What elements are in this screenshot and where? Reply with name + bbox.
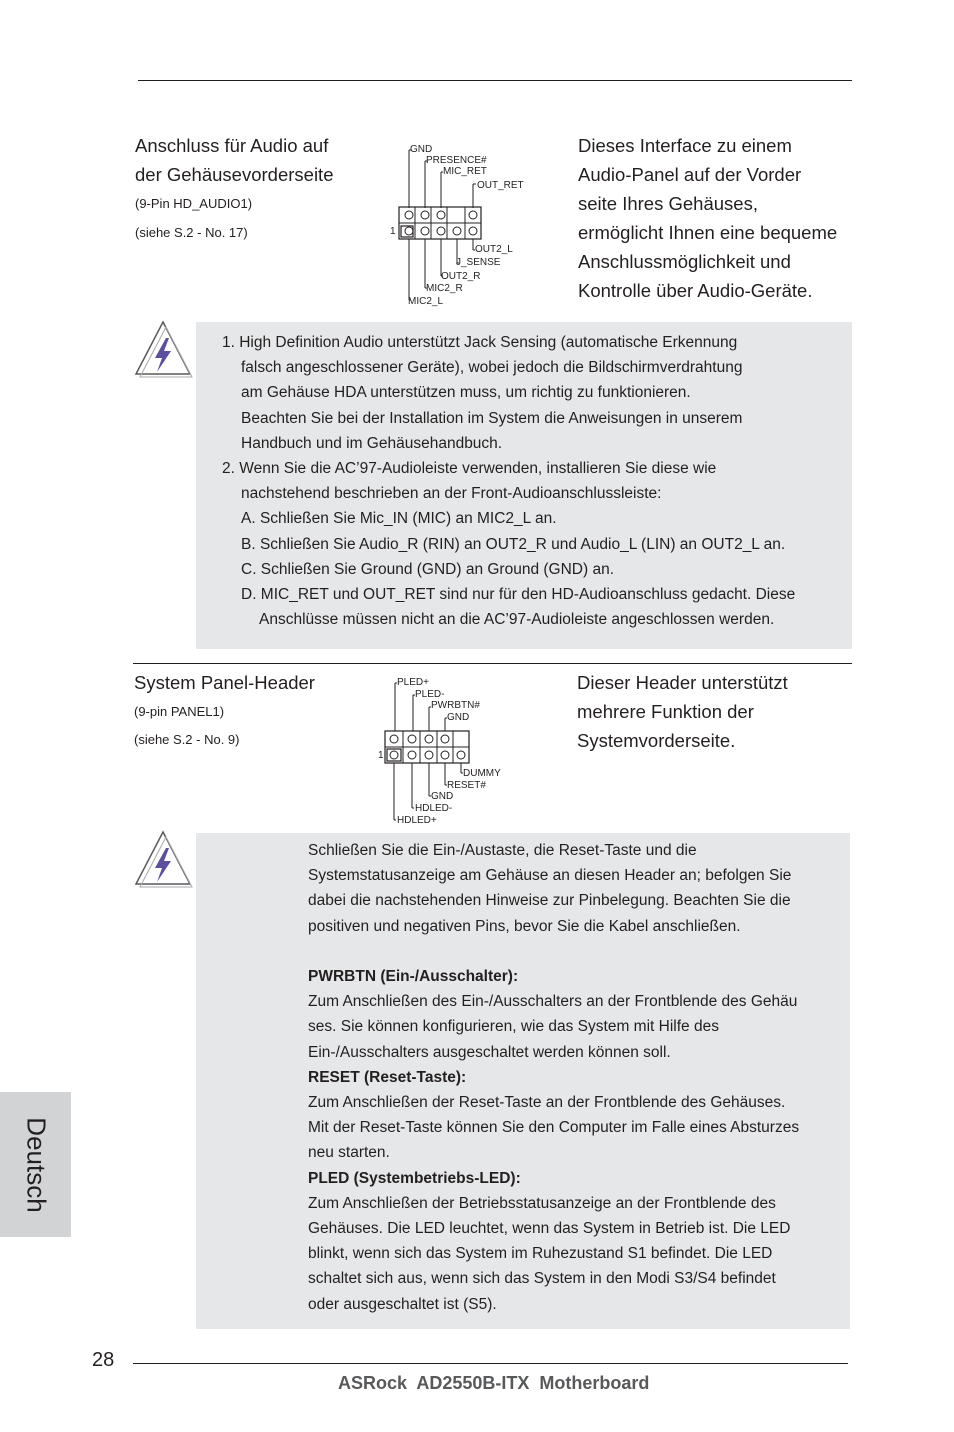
panel-desc-line: Dieser Header unterstützt xyxy=(577,672,788,693)
pin-label-mic-ret: MIC_RET xyxy=(443,166,487,177)
note-line: schaltet sich aus, wenn sich das System in den Modi S3/S4 befindet xyxy=(308,1270,776,1288)
pin-label-gnd-bottom: GND xyxy=(431,791,454,802)
audio-desc-line: seite Ihres Gehäuses, xyxy=(578,193,758,214)
note-line: Mit der Reset-Taste können Sie den Computer im Falle eines Absturzes xyxy=(308,1119,800,1137)
pwrbtn-heading: PWRBTN (Ein-/Ausschalter): xyxy=(308,968,519,985)
audio-desc-line: Kontrolle über Audio-Geräte. xyxy=(578,280,813,301)
note-line: Gehäuses. Die LED leuchtet, wenn das System in Betrieb ist. Die LED xyxy=(308,1220,791,1238)
note-line: C. Schließen Sie Ground (GND) an Ground (GND) an. xyxy=(241,560,614,578)
note-line: Systemstatusanzeige am Gehäuse an diesen Header an; befolgen Sie xyxy=(308,867,792,885)
note-line: 1. High Definition Audio unterstützt Jack Sensing (automatische Erkennung xyxy=(222,334,738,351)
note-line: dabei die nachstehenden Hinweise zur Pinbelegung. Beachten Sie die xyxy=(308,892,791,910)
panel-pin-info: (9-pin PANEL1) xyxy=(134,704,225,719)
note-line: 2. Wenn Sie die AC’97-Audioleiste verwenden, installieren Sie diese wie xyxy=(222,460,717,478)
warning-icon xyxy=(133,828,193,888)
note-line: D. MIC_RET und OUT_RET sind nur für den HD-Audioanschluss gedacht. Diese xyxy=(241,586,796,604)
reset-heading: RESET (Reset-Taste): xyxy=(308,1068,467,1086)
audio-description xyxy=(578,131,837,305)
audio-desc-line: Anschlussmöglichkeit und xyxy=(578,251,791,272)
audio-desc-line: Dieses Interface zu einem xyxy=(578,135,792,156)
panel-ref: (siehe S.2 - No. 9) xyxy=(134,732,240,747)
pled-heading: PLED (Systembetriebs-LED): xyxy=(308,1169,521,1187)
note-line: am Gehäuse HDA unterstützen muss, um richtig zu funktionieren. xyxy=(241,384,691,402)
warning-icon xyxy=(133,318,193,378)
audio-desc-line: ermöglicht Ihnen eine bequeme xyxy=(578,222,838,243)
pin-label-out2-r: OUT2_R xyxy=(441,271,481,282)
pin-label-reset: RESET# xyxy=(447,780,486,791)
note-line: positiven und negativen Pins, bevor Sie die Kabel anschließen. xyxy=(308,917,741,935)
pin-label-pled-minus: PLED- xyxy=(415,689,445,700)
pin-label-1: 1 xyxy=(378,750,384,761)
audio-ref: (siehe S.2 - No. 17) xyxy=(135,225,248,240)
pin-label-hdled-plus: HDLED+ xyxy=(397,815,437,826)
pin-label-pled-plus: PLED+ xyxy=(397,677,429,688)
note-line: Zum Anschließen der Betriebsstatusanzeige an der Frontblende des xyxy=(308,1194,776,1212)
audio-title-line1: Anschluss für Audio auf xyxy=(135,135,329,156)
pin-label-hdled-minus: HDLED- xyxy=(415,803,453,814)
panel-desc-line: mehrere Funktion der xyxy=(577,701,754,722)
language-side-tab xyxy=(0,1092,71,1237)
pin-label-1: 1 xyxy=(390,226,396,237)
audio-note-box xyxy=(196,322,852,649)
note-line: Zum Anschließen des Ein-/Ausschalters an der Frontblende des Gehäu xyxy=(308,993,798,1011)
pin-label-gnd: GND xyxy=(410,144,433,155)
pin-label-out2-l: OUT2_L xyxy=(475,244,513,255)
note-line: falsch angeschlossener Geräte), wobei jedoch die Bildschirmverdrahtung xyxy=(241,359,743,377)
note-line: Schließen Sie die Ein-/Austaste, die Reset-Taste und die xyxy=(308,842,697,859)
pin-label-mic2-r: MIC2_R xyxy=(426,283,463,294)
panel-section-title: System Panel-Header xyxy=(134,672,315,693)
pin-label-out-ret: OUT_RET xyxy=(477,180,524,191)
panel-note-box xyxy=(196,833,850,1329)
note-line: Ein-/Ausschalters ausgeschaltet werden können soll. xyxy=(308,1043,671,1061)
pin-label-gnd-top: GND xyxy=(447,712,470,723)
footer-rule xyxy=(133,1363,848,1364)
panel-desc-line: Systemvorderseite. xyxy=(577,730,736,751)
note-line: Zum Anschließen der Reset-Taste an der Frontblende des Gehäuses. xyxy=(308,1094,786,1112)
audio-title-line2: der Gehäusevorderseite xyxy=(135,164,334,185)
page-number: 28 xyxy=(92,1349,115,1371)
note-line: A. Schließen Sie Mic_IN (MIC) an MIC2_L an. xyxy=(241,510,557,528)
pin-label-mic2-l: MIC2_L xyxy=(408,296,444,307)
section-divider xyxy=(133,663,852,664)
audio-section-title xyxy=(135,131,333,189)
top-rule xyxy=(138,80,852,81)
pin-label-j-sense: J_SENSE xyxy=(456,257,501,268)
pin-label-dummy: DUMMY xyxy=(463,768,501,779)
note-line: nachstehend beschrieben an der Front-Audioanschlussleiste: xyxy=(241,485,662,503)
panel-description xyxy=(577,668,788,755)
audio-pin-info: (9-Pin HD_AUDIO1) xyxy=(135,196,253,211)
hd-audio-pin-diagram xyxy=(385,140,535,315)
footer-product: ASRock AD2550B-ITX Motherboard xyxy=(338,1373,650,1393)
audio-desc-line: Audio-Panel auf der Vorder xyxy=(578,164,802,185)
note-line: ses. Sie können konfigurieren, wie das System mit Hilfe des xyxy=(308,1018,719,1036)
pin-label-presence: PRESENCE# xyxy=(426,155,487,166)
note-line: oder ausgeschaltet ist (S5). xyxy=(308,1295,497,1313)
note-line: neu starten. xyxy=(308,1144,390,1162)
note-line: Anschlüsse müssen nicht an die AC’97-Audioleiste angeschlossen werden. xyxy=(259,611,775,629)
note-line: blinkt, wenn sich das System im Ruhezustand S1 befindet. Die LED xyxy=(308,1245,773,1263)
language-tab-label: Deutsch xyxy=(21,1116,51,1213)
system-panel-pin-diagram xyxy=(375,675,525,825)
note-line: B. Schließen Sie Audio_R (RIN) an OUT2_R und Audio_L (LIN) an OUT2_L an. xyxy=(241,535,786,553)
note-line: Beachten Sie bei der Installation im System die Anweisungen in unserem xyxy=(241,409,743,427)
pin-label-pwrbtn: PWRBTN# xyxy=(431,700,480,711)
note-line: Handbuch und im Gehäusehandbuch. xyxy=(241,434,503,452)
